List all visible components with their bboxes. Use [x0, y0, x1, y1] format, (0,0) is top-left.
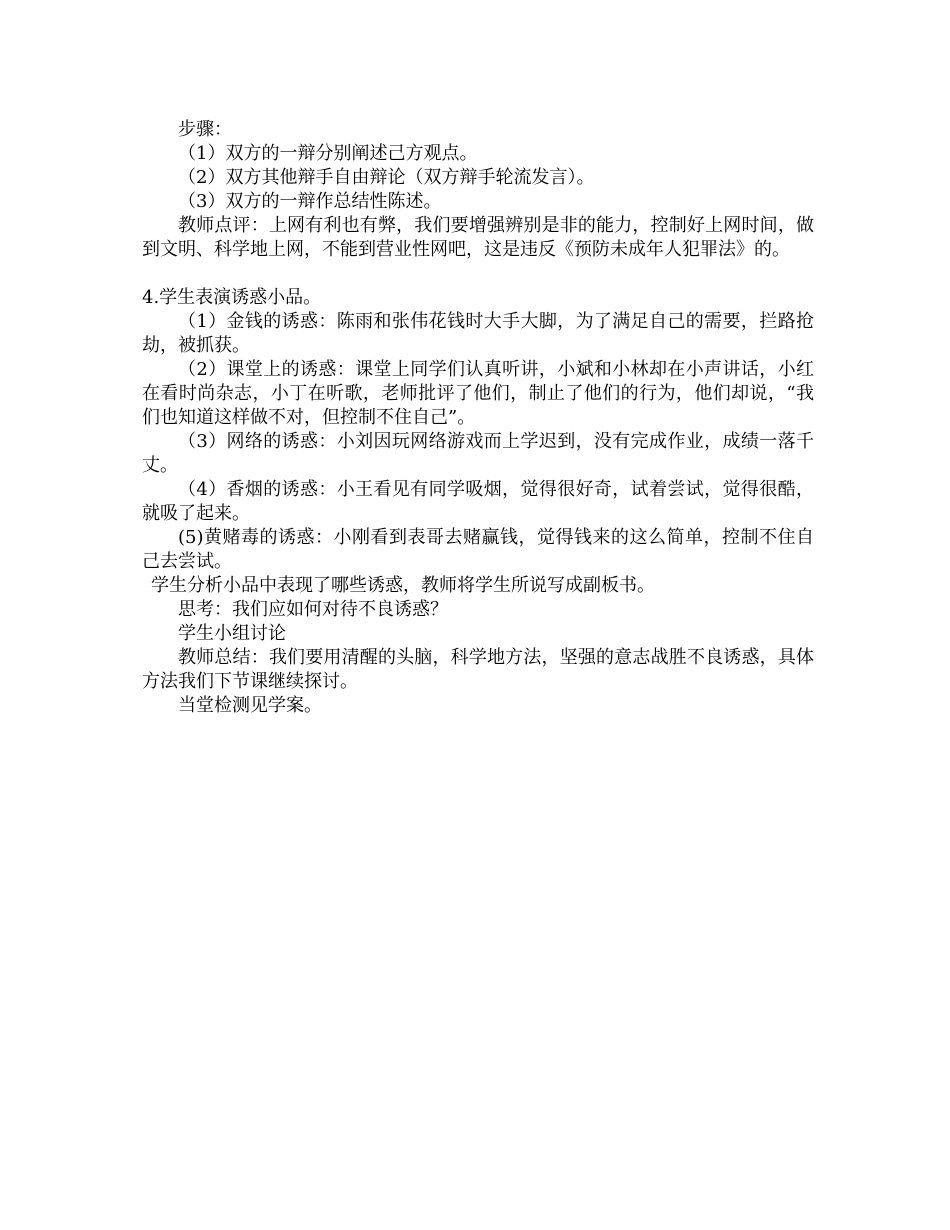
- paragraph-gap: [142, 262, 814, 286]
- group-discussion: 学生小组讨论: [178, 623, 286, 644]
- classroom-test: 当堂检测见学案。: [178, 695, 322, 716]
- temptation-item-3: （3）网络的诱惑：小刘因玩网络游戏而上学迟到，没有完成作业，成绩一落千丈。: [142, 431, 814, 476]
- step-item-1: （1）双方的一辩分别阐述己方观点。: [178, 143, 478, 164]
- document-page: [142, 118, 814, 718]
- temptation-item-1: （1）金钱的诱惑：陈雨和张伟花钱时大手大脚，为了满足自己的需要，拦路抢劫，被抓获。: [142, 311, 814, 356]
- analysis-text: 学生分析小品中表现了哪些诱惑，教师将学生所说写成副板书。: [151, 575, 655, 596]
- steps-heading: 步骤：: [178, 119, 232, 140]
- section4-heading: 4.学生表演诱惑小品。: [142, 287, 322, 308]
- temptation-item-4: （4）香烟的诱惑：小王看见有同学吸烟，觉得很好奇，试着尝试，觉得很酷，就吸了起来。: [142, 479, 814, 524]
- thinking-question: 思考：我们应如何对待不良诱惑？: [178, 599, 448, 620]
- step-item-3: （3）双方的一辩作总结性陈述。: [178, 191, 442, 212]
- temptation-item-2: （2）课堂上的诱惑：课堂上同学们认真听讲，小斌和小林却在小声讲话，小红在看时尚杂志，小丁在听歌，老师批评了他们，制止了他们的行为，他们却说，“我们也知道这样做不对，但控制不住自己”。: [142, 359, 814, 428]
- step-item-2: （2）双方其他辩手自由辩论（双方辩手轮流发言）。: [178, 167, 595, 188]
- teacher-summary: 教师总结：我们要用清醒的头脑，科学地方法，坚强的意志战胜不良诱惑，具体方法我们下节课继续探讨。: [142, 647, 814, 692]
- teacher-comment: 教师点评：上网有利也有弊，我们要增强辨别是非的能力，控制好上网时间，做到文明、科学地上网，不能到营业性网吧，这是违反《预防未成年人犯罪法》的。: [142, 215, 814, 260]
- temptation-item-5: (5)黄赌毒的诱惑：小刚看到表哥去赌赢钱，觉得钱来的这么简单，控制不住自己去尝试。: [142, 527, 814, 572]
